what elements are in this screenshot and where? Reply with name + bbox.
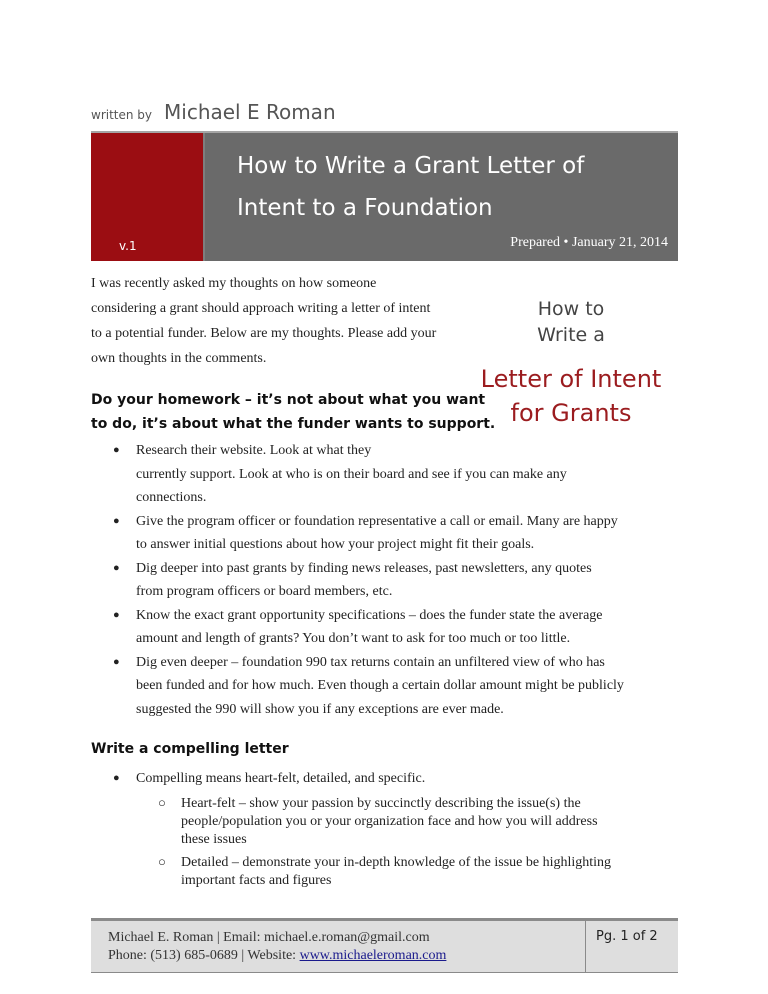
banner-gray-block: [203, 133, 678, 261]
graphic-line-a: How to: [537, 298, 605, 320]
version-label: v.1: [119, 239, 137, 253]
written-by-label: written by: [91, 108, 153, 122]
sublist-item-text: Heart-felt – show your passion by succinctly describing the issue(s) the: [181, 796, 581, 811]
bullet-icon: ●: [113, 772, 120, 784]
page-number: Pg. 1 of 2: [585, 921, 678, 972]
list-item: [91, 510, 681, 557]
heading-line: to do, it’s about what the funder wants to support.: [91, 416, 496, 432]
list-item-text: Dig even deeper – foundation 990 tax returns contain an unfiltered view of who has: [136, 654, 605, 670]
list-item-text: Dig deeper into past grants by finding news releases, past newsletters, any quotes: [136, 560, 592, 576]
list-item-text: connections.: [136, 490, 207, 505]
sublist-item-text: Detailed – demonstrate your in-depth knowledge of the issue be highlighting: [181, 855, 612, 870]
list-item-text: amount and length of grants? You don’t want to ask for too much or too little.: [136, 631, 571, 646]
hollow-bullet-icon: ○: [158, 795, 166, 810]
sublist-item-text: people/population you or your organization face and how you will address: [181, 814, 598, 829]
list-item: [91, 651, 681, 722]
intro-paragraph: I was recently asked my thoughts on how someone considering a grant should approach writing a letter of intent to a potential funder. Below are my thoughts. Please add your own thoughts in the comments.: [91, 276, 437, 366]
footer-name-email: Michael E. Roman | Email: michael.e.roman@gmail.com: [108, 930, 430, 945]
list-item-text: Compelling means heart-felt, detailed, and specific.: [136, 771, 426, 786]
heading-line: Do your homework – it’s not about what you want: [91, 392, 486, 408]
page-footer: [91, 918, 678, 973]
list-item: [91, 557, 681, 604]
footer-phone: Phone: (513) 685-0689 | Website:: [108, 948, 300, 963]
sublist-item-text: important facts and figures: [181, 873, 332, 888]
prepared-date: Prepared • January 21, 2014: [510, 235, 668, 250]
list-item-text: Research their website. Look at what they: [136, 443, 372, 458]
homework-list: [91, 439, 681, 721]
sublist-item: [155, 795, 655, 849]
compelling-list: [91, 767, 681, 791]
list-item: [91, 439, 681, 510]
list-item-text: Know the exact grant opportunity specifications – does the funder state the average: [136, 607, 603, 623]
list-item-text: to answer initial questions about how your project might fit their goals.: [136, 537, 535, 552]
list-item-text: been funded and for how much. Even though a certain dollar amount might be publicly: [136, 678, 624, 693]
document-title: How to Write a Grant Letter of Intent to a Foundation: [237, 153, 585, 221]
section-heading-homework: [91, 388, 495, 436]
sublist-item-text: these issues: [181, 832, 247, 847]
list-item-text: suggested the 990 will show you if any exceptions are ever made.: [136, 701, 504, 717]
author-line: [91, 100, 336, 124]
bullet-icon: ●: [113, 514, 120, 527]
bullet-icon: ●: [113, 561, 120, 574]
graphic-line-d: for Grants: [510, 399, 632, 427]
list-item: [91, 767, 681, 791]
compelling-sublist: [155, 795, 655, 895]
section-heading-compelling: Write a compelling letter: [91, 741, 289, 757]
bullet-icon: ●: [113, 655, 120, 668]
list-item-text: currently support. Look at who is on their board and see if you can make any: [136, 466, 567, 482]
bullet-icon: ●: [113, 608, 120, 621]
author-name: Michael E Roman: [164, 100, 336, 124]
sublist-item: [155, 854, 655, 890]
hollow-bullet-icon: ○: [158, 854, 166, 869]
banner-red-block: [91, 133, 203, 261]
footer-contact: [91, 921, 585, 972]
website-link[interactable]: www.michaeleroman.com: [299, 948, 447, 963]
title-banner: [91, 133, 678, 261]
list-item-text: from program officers or board members, etc.: [136, 584, 393, 599]
footer-phone-website: [108, 947, 585, 965]
bullet-icon: ●: [113, 444, 120, 456]
graphic-line-b: Write a: [537, 324, 605, 346]
graphic-line-c: Letter of Intent: [480, 365, 662, 393]
list-item: [91, 604, 681, 651]
list-item-text: Give the program officer or foundation representative a call or email. Many are happy: [136, 513, 618, 529]
